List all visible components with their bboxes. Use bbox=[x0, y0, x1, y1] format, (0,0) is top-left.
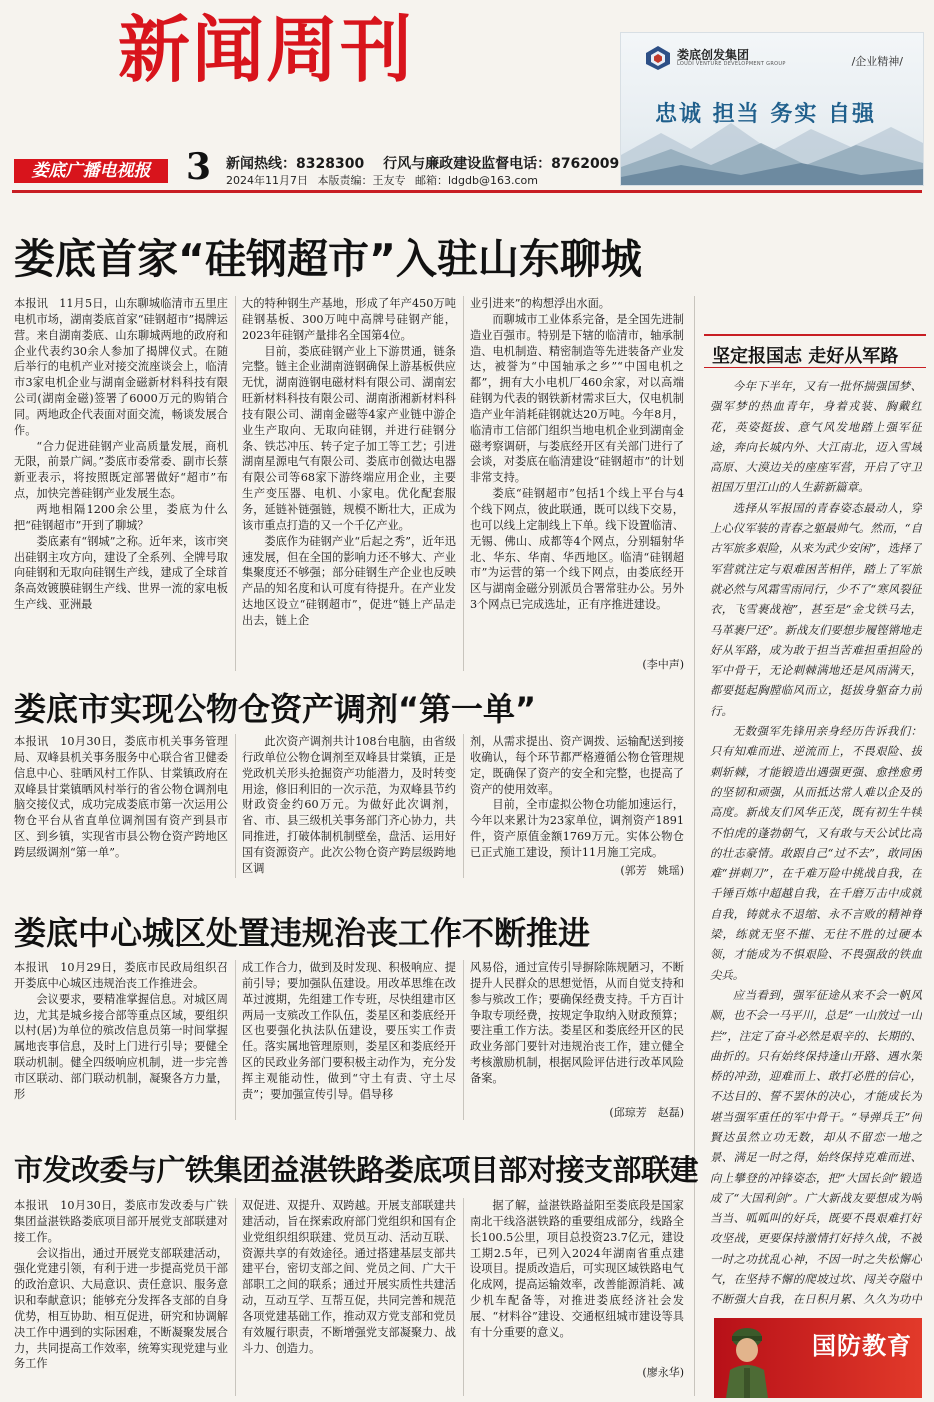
ad-slogan: 忠诚 担当 务实 自强 bbox=[655, 102, 876, 127]
article-paragraph: 业引进来”的构想浮出水面。 bbox=[470, 297, 610, 310]
sidebar-paragraph: 无数强军先锋用亲身经历告诉我们：只有知难而进、逆流而上，不畏艰险、拔刺斩棘，才能锻造出遇强更强、愈挫愈勇的坚韧和顽强，从而抵达常人难以企及的高度。新战友们风华正茂，既有初生牛犊不怕虎的蓬勃朝气，又有敢与天公试比高的壮志豪情。敢跟自己“过不去”，敢同困难“拼刺刀”，在千难万险中挑战自我，在千锤百炼中超越自我，在千磨万击中成就自我，铸就永不退缩、永不言败的精神脊梁，练就无坚不摧、无往不胜的过硬本领，才能成为不惧艰险、不畏强敌的铁血尖兵。 bbox=[710, 724, 922, 982]
sidebar-paragraph: 今年下半年，又有一批怀揣强国梦、强军梦的热血青年，身着戎装、胸戴红花，英姿挺拔、意气风发地踏上强军征途，奔向长城内外、大江南北，迈入雪域高原、大漠边关的座座军营，开启了守卫祖国万里江山的人生薪新篇章。 bbox=[710, 379, 922, 495]
article-paragraph: 娄底素有“钢城”之称。近年来，该市突出硅钢主攻方向，建设了全系列、全牌号取向硅钢和无取向硅钢生产线，建成了全球首条高效镀膜硅钢生产线、世界一流的家电板生产线、亚洲最 bbox=[14, 534, 228, 612]
company-name-en: LOUDI VENTURE DEVELOPMENT GROUP bbox=[677, 61, 786, 67]
column-divider bbox=[463, 734, 464, 878]
article-paragraph: 成工作合力，做到及时发现、积极响应、提前引导；要加强队伍建设。用改革思维在改革过渡期，先组建工作专班，尽快组建市区两局一支殡改工作队伍，娄星区和娄底经开区也要强化执法队伍建设，要压实工作责任。落实属地管理原则，娄星区和娄底经开区的民政业务部门要积极主动作为，充分发挥主观能动性，做到“守土有责、守土尽责”；要加强宣传引导。倡导移 bbox=[242, 961, 456, 1101]
masthead-title: 新闻周刊 bbox=[118, 8, 415, 92]
article-paragraph: 娄底作为硅钢产业“后起之秀”，近年迅速发展，但在全国的影响力还不够大、产业集聚度还不够强；部分硅钢生产企业也反映产品的知名度和认可度有待提升。在产业发达地区设立“硅钢超市”，促进“链上产品走出去，链上企 bbox=[242, 534, 456, 627]
article-paragraph: 目前，娄底硅钢产业上下游贯通，链条完整。链主企业湖南涟钢确保上游基板供应无忧，湖南涟钢电磁材料有限公司、湖南宏旺新材料科技有限公司、湖南浙湘新材料科技有限公司、湖南金磁等4家产业链中游企业生产取向、无取向硅钢，并进行硅钢分条、铁芯冲压、转子定子加工等工艺；引进湖南星源电气有限公司、娄底市创微达电器有限公司等68家下游终端应用企业，主要生产变压器、电机、小家电。优化配套服务，延链补链强链，规模不断壮大，正成为该市重点打造的又一个千亿产业。 bbox=[242, 344, 456, 532]
company-logo-icon bbox=[645, 45, 671, 71]
supervision-phone: 行风与廉政建设监督电话：8762009 bbox=[383, 156, 620, 172]
article-paragraph: 会议要求，要精准掌握信息。对城区周边，尤其是城乡接合部等重点区域，要组织以村(居)为单位的殡改信息员第一时间掌握属地丧事信息，及时上门进行引导；要健全联动机制。健全四级响应机制，进一步完善市区联动、部门联动机制，凝聚各方力量，形 bbox=[14, 992, 228, 1101]
dateline bbox=[226, 172, 544, 188]
company-ad bbox=[620, 32, 924, 186]
sidebar-top-rule bbox=[704, 334, 926, 336]
column-divider bbox=[235, 960, 236, 1120]
article-paragraph: 大的特种钢生产基地，形成了年产450万吨硅钢基板、300万吨中高牌号硅钢产能，2023年硅钢产量排名全国第4位。 bbox=[242, 297, 456, 342]
article-column bbox=[242, 734, 456, 878]
sidebar-paragraph: 选择从军报国的青春姿态最动人，穿上心仪军装的青春之躯最帅气。然而，“自古军旅多艰险，从来为武少安闲”，选择了军营就注定与艰难困苦相伴，踏上了军旅就必然与风霜雪雨同行，少不了“寒风裂征衣，飞雪裹战袍”，甚至是“金戈铁马去，马革裹尸还”。新战友们要想步履铿锵地走好从军路，成为敢于担当苦难担重担险的军中骨干，无论刺棘满地还是风雨满天，都要挺起胸膛临风而立，挺拔身躯奋力前行。 bbox=[710, 500, 922, 718]
article-paragraph: 而聊城市工业体系完备，是全国先进制造业百强市。特别是下辖的临清市，轴承制造、电机制造、精密制造等先进装备产业发达，被誉为“中国轴承之乡”“中国电机之都”，拥有大小电机厂460余家，对以高端硅钢为代表的钢铁新材需求巨大，仅电机制造产业年消耗硅钢就达20万吨。今年8月，临清市工信部门组织当地电机企业到湖南金磁考察调研，与娄底经开区有关部门进行了会谈，对娄底在临清建设“硅钢超市”的计划非常支持。 bbox=[470, 312, 684, 485]
article-paragraph: 本报讯 10月30日，娄底市发改委与广铁集团益湛铁路娄底项目部开展党支部联建对接工作。 bbox=[14, 1199, 228, 1244]
sidebar-column bbox=[710, 376, 922, 1312]
article-paragraph: 据了解，益湛铁路益阳至娄底段是国家南北干线洛湛铁路的重要组成部分，线路全长100.5公里，项目总投资23.7亿元，建设工期2.5年，已列入2024年湖南省重点建设项目。提质改造后，可实现区域铁路电气化成网，提高运输效率，改善能源消耗、减少机车配备等，对推进娄底经济社会发展、“材料谷”建设、交通枢纽城市建设等具有十分重要的意义。 bbox=[470, 1199, 684, 1339]
article-paragraph: “合力促进硅钢产业高质量发展，商机无限，前景广阔。”娄底市委常委、副市长蔡新亚表示，将按照既定部署做好“超市”布点，加快完善硅钢产业发展生态。 bbox=[14, 439, 228, 501]
editor: 本版责编：王友专 bbox=[317, 174, 406, 187]
sidebar-title-rule bbox=[704, 367, 926, 368]
article-paragraph: 此次资产调剂共计108台电脑，由省级行政单位公物仓调剂至双峰县甘棠镇，正是党政机关形头抢掘资产功能潜力，及时转变用途，修旧利旧的一次示范，为双峰县节约财政资金约60万元。为做好此次调剂，省、市、县三级机关事务部门齐心协力，共同推进，打破体制机制壁垒，盘活、运用好国有资源资产。此次公物仓资产跨层级跨地区调 bbox=[242, 735, 456, 875]
article-byline: (邱琼芳 赵磊) bbox=[609, 1106, 684, 1119]
article-column bbox=[470, 960, 684, 1096]
article-paragraph: 风易俗，通过宣传引导摒除陈规陋习，不断提升人民群众的思想觉悟，从而自觉支持和参与殡改工作；要确保经费支持。千方百计争取专项经费，按规定争取纳入财政预算；要注重工作方法。娄星区和娄底经开区的民政业务部门要针对违规治丧工作，建立健全考核激励机制，根据风险评估进行改革风险备案。 bbox=[470, 961, 684, 1085]
soldier-icon bbox=[720, 1324, 774, 1398]
article-column bbox=[14, 296, 228, 671]
article-column bbox=[14, 1198, 228, 1396]
article-column bbox=[242, 960, 456, 1120]
article-column bbox=[14, 734, 228, 878]
column-divider bbox=[463, 960, 464, 1120]
column-divider bbox=[463, 296, 464, 671]
article-byline: (廖永华) bbox=[642, 1366, 684, 1379]
article-paragraph: 本报讯 11月5日，山东聊城临清市五里庄电机市场，湖南娄底首家“硅钢超市”揭牌运营。来自湖南娄底、山东聊城两地的政府和企业代表约30余人参加了揭牌仪式。在随后举行的电机产业对接交流座谈会上，临清市3家电机企业与湖南金磁新材料科技有限公司(湖南金磁)签署了6000万元的购销合同。两地政企代表面对面交流，畅谈发展合作。 bbox=[14, 297, 228, 437]
article-column bbox=[242, 296, 456, 671]
article-headline: 娄底首家“硅钢超市”入驻山东聊城 bbox=[14, 235, 642, 283]
column-divider bbox=[235, 296, 236, 671]
column-divider bbox=[235, 1198, 236, 1396]
issue-date: 2024年11月7日 bbox=[226, 174, 308, 187]
company-name: 娄底创发集团 bbox=[677, 48, 750, 62]
page-number: 3 bbox=[186, 146, 212, 188]
article-column bbox=[242, 1198, 456, 1396]
mountain-illustration-icon bbox=[621, 115, 923, 185]
article-byline: (李中声) bbox=[642, 658, 684, 671]
sidebar-title: 坚定报国志 走好从军路 bbox=[712, 346, 899, 367]
ad-tagline: /企业精神/ bbox=[851, 55, 903, 68]
article-headline: 娄底中心城区处置违规治丧工作不断推进 bbox=[14, 914, 591, 952]
article-paragraph: 目前，全市虚拟公物仓功能加速运行，今年以来累计为23家单位，调剂资产1891件，资产原值金额1769万元。实体公物仓已正式施工建设，预计11月施工完成。 bbox=[470, 798, 684, 859]
article-paragraph: 两地相隔1200余公里，娄底为什么把“硅钢超市”开到了聊城？ bbox=[14, 502, 228, 532]
sidebar-paragraph: 应当看到，强军征途从来不会一帆风顺，也不会一马平川，总是“一山放过一山拦”，注定了奋斗必然是艰辛的、长期的、曲折的。只有始终保持逢山开路、遇水架桥的冲劲，迎难而上、敢打必胜的信心，不达目的、誓不罢休的决心，才能成长为堪当强军重任的军中骨干。“导弹兵王”何賢达虽然立功无数，却从不留恋一地之景、满足一时之得，始终保持克难而进、向上攀登的冲锋姿态，把“大国长剑”锻造成了“大国利剑”。广大新战友要想成为响当当、呱呱叫的好兵，既要不畏艰难打好攻坚战，更要保持激情打好持久战，不被一时之功扰乱心神，不因一时之失松懈心气，在坚持不懈的爬坡过坎、闯关夺隘中不断强大自我，在日积月累、久久为功中 bbox=[710, 987, 922, 1307]
article-paragraph: 剂，从需求提出、资产调拨、运输配送到接收确认，每个环节都严格遵循公物仓管理规定，既确保了资产的安全和完整，也提高了资产的使用效率。 bbox=[470, 735, 684, 796]
article-column bbox=[470, 734, 684, 862]
article-column bbox=[470, 1198, 684, 1360]
article-headline: 娄底市实现公物仓资产调剂“第一单” bbox=[14, 690, 537, 728]
article-column bbox=[470, 296, 684, 656]
article-byline: (郭芳 姚瑶) bbox=[620, 864, 684, 877]
email: 邮箱：ldgdb@163.com bbox=[415, 174, 538, 187]
masthead-rule bbox=[12, 190, 922, 193]
article-paragraph: 本报讯 10月30日，娄底市机关事务管理局、双峰县机关事务服务中心联合省卫健委信息中心、驻晒风村工作队、甘棠镇政府在双峰县甘棠镇晒风村举行的省公物仓调剂电脑交接仪式，成功完成娄底市第一次运用公物仓平台从省直单位调剂国有资产到县市区、到乡镇，实现省市县公物仓资产跨地区跨层级调剂“第一单”。 bbox=[14, 735, 228, 859]
article-paragraph: 本报讯 10月29日，娄底市民政局组织召开娄底中心城区违规治丧工作推进会。 bbox=[14, 961, 228, 990]
defense-education-badge bbox=[714, 1318, 922, 1398]
news-hotline: 新闻热线：8328300 bbox=[226, 156, 365, 172]
article-paragraph: 娄底“硅钢超市”包括1个线上平台与4个线下网点，彼此联通，既可以线下交易，也可以线上定制线上下单。线下设置临清、无锡、佛山、成都等4个网点，分别辐射华北、华东、华南、华西地区。临清“硅钢超市”为运营的第一个线下网点，由娄底经开区与湖南金磁分别派员合署常驻办公。另外3个网点已完成选址，正有序推进建设。 bbox=[470, 487, 684, 612]
article-paragraph: 双促进、双提升、双跨越。开展支部联建共建活动，旨在探索政府部门党组织和国有企业党组织组织联建、党员互动、活动互联、资源共享的有效途径。通过搭建基层支部共建平台，密切支部之间、党员之间、广大干部职工之间的联系；通过开展实质性共建活动，互动互学、互帮互促，共同完善和规范各项党建基础工作，推动双方党支部和党员有效履行职责，不断增强党支部凝聚力、战斗力、创造力。 bbox=[242, 1199, 456, 1355]
column-divider bbox=[463, 1198, 464, 1396]
column-divider bbox=[235, 734, 236, 878]
article-headline: 市发改委与广铁集团益湛铁路娄底项目部对接支部联建 bbox=[14, 1153, 699, 1187]
article-paragraph: 会议指出，通过开展党支部联建活动，强化党建引领，有利于进一步提高党员干部的政治意识、大局意识、责任意识、服务意识和奉献意识；能够充分发挥各支部的自身优势，相互协助、相互促进，研究和协调解决工作中遇到的实际困难，不断凝聚发展合力，共同提高工作效率，统筹实现党建与业务工作 bbox=[14, 1246, 228, 1371]
contact-line bbox=[226, 153, 633, 173]
article-column bbox=[14, 960, 228, 1120]
badge-label: 国防教育 bbox=[812, 1332, 912, 1360]
station-name: 娄底广播电视报 bbox=[14, 159, 168, 183]
sidebar-divider bbox=[694, 296, 695, 1396]
